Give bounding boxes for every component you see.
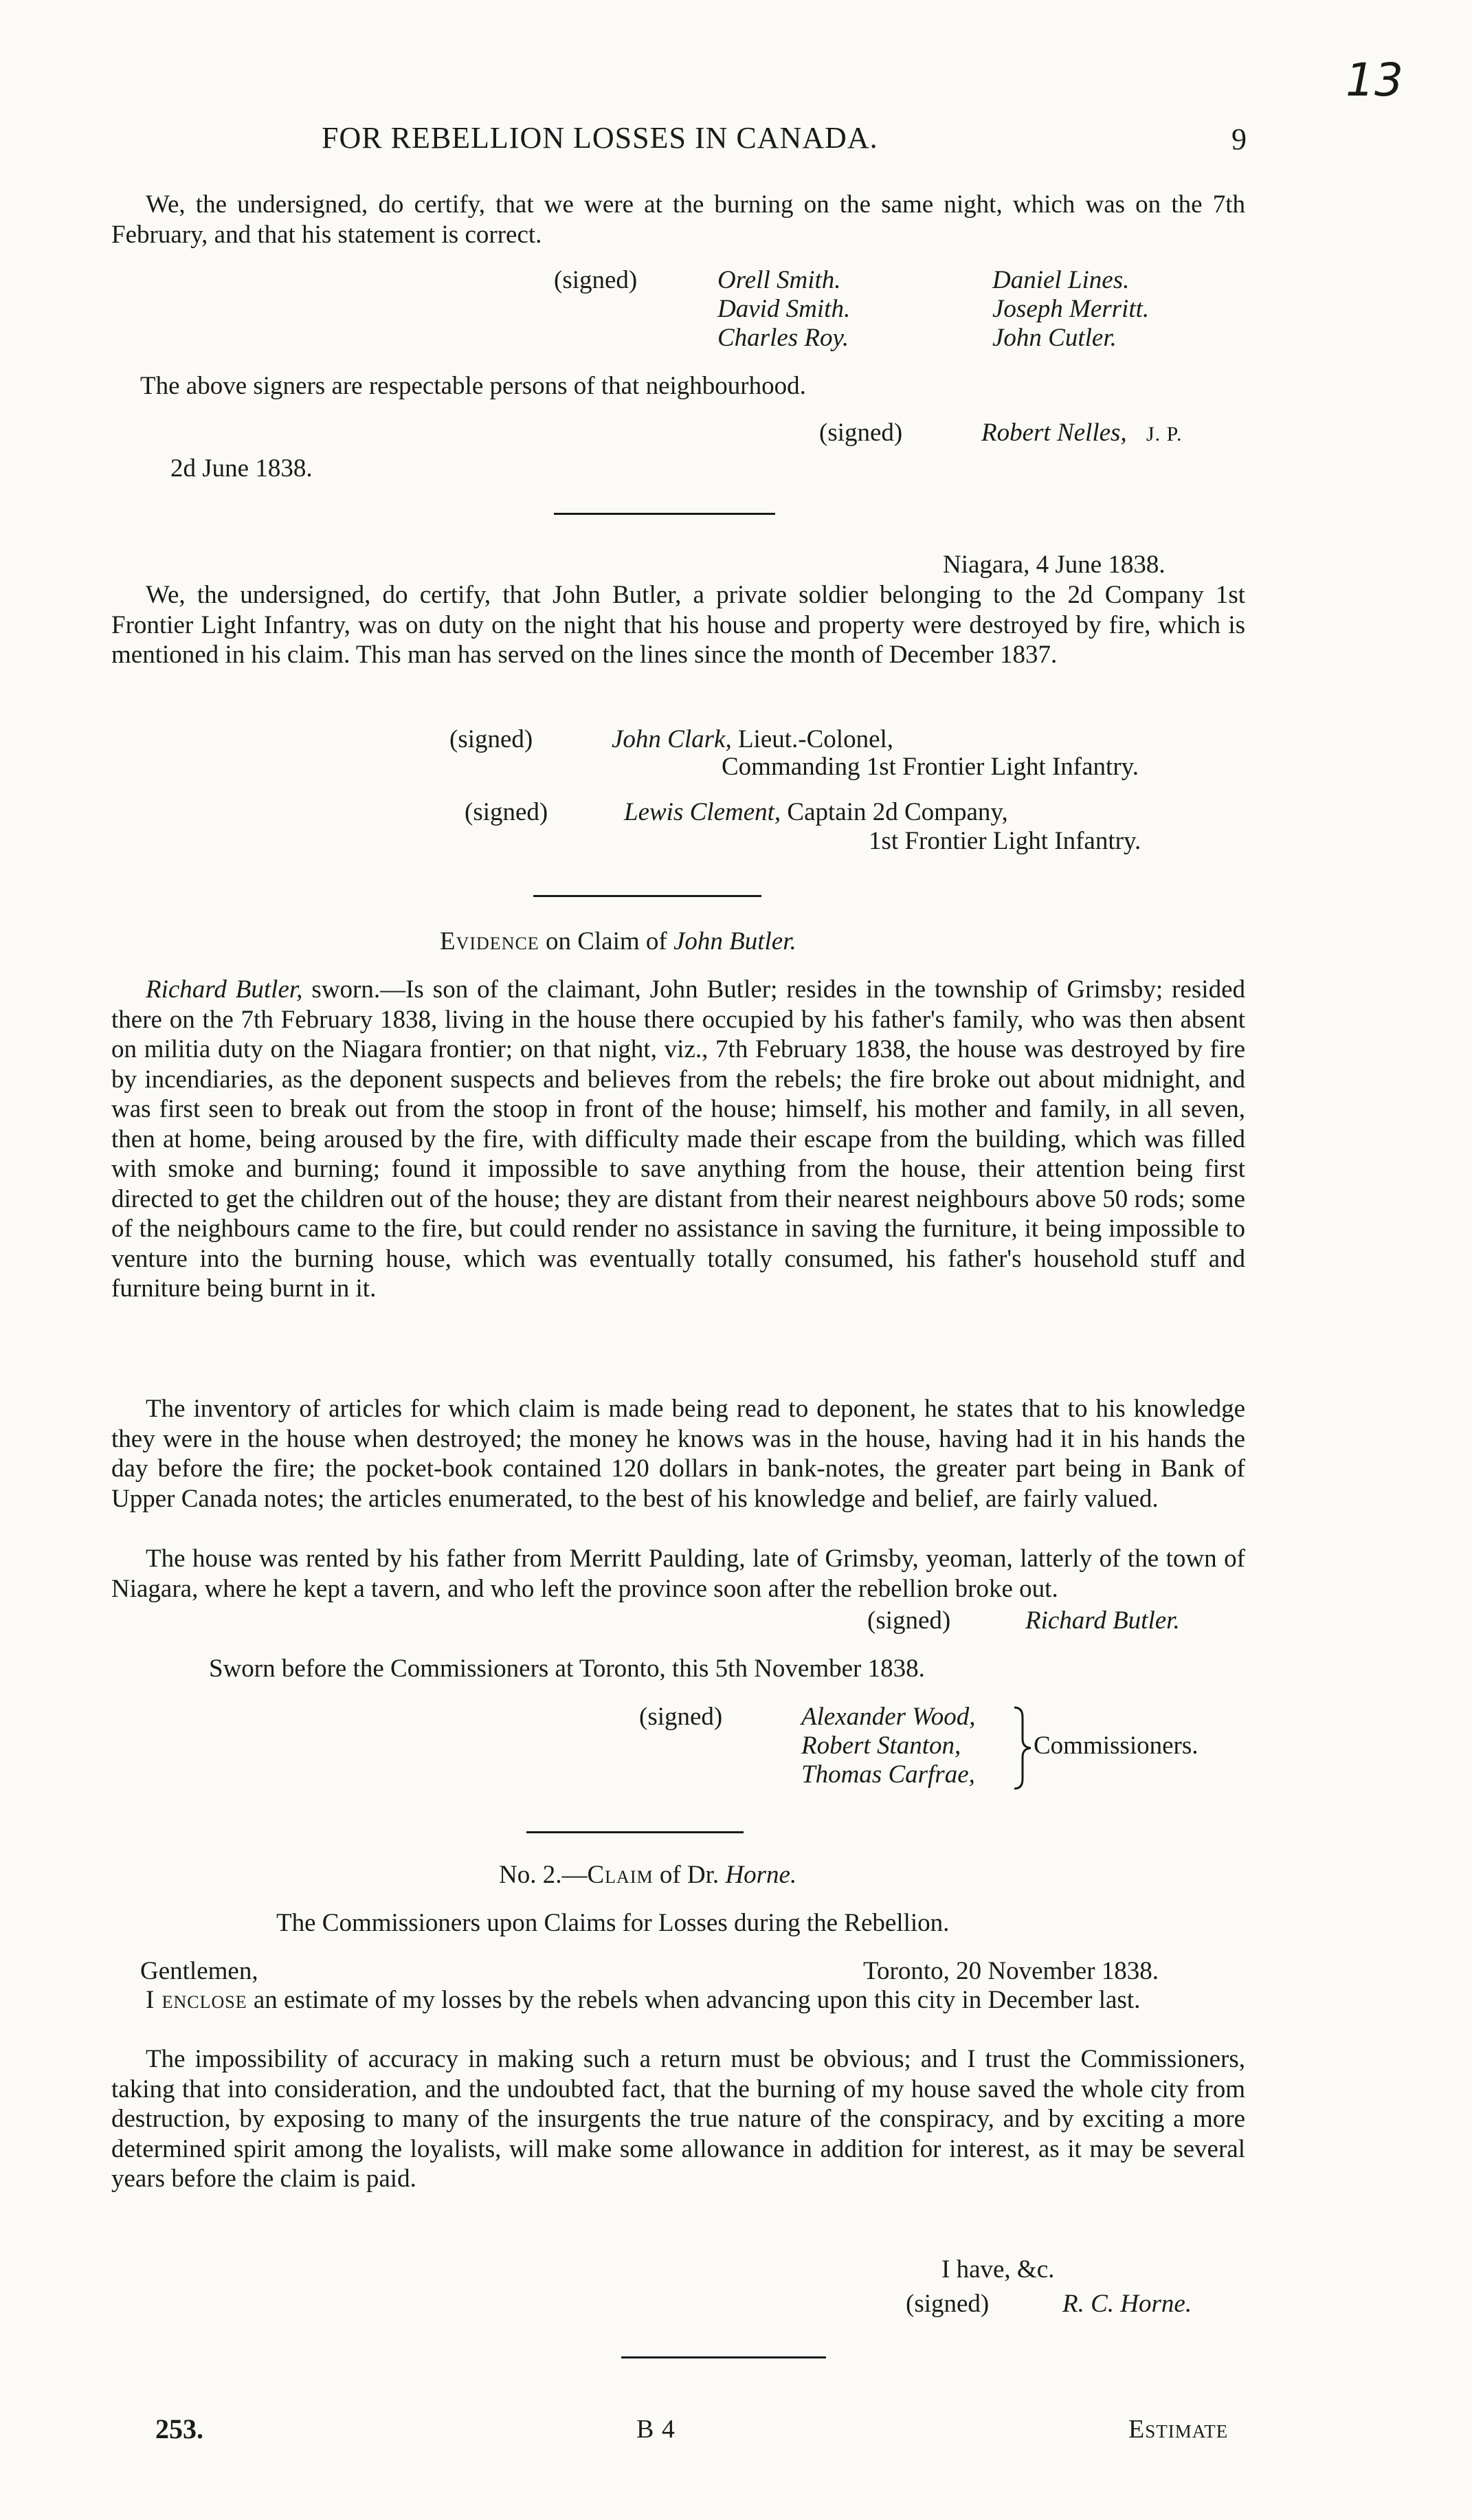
signatory: [612, 725, 893, 755]
letter-paragraph: I enclose an estimate of my losses by the rebels when advancing upon this city in December last.: [146, 1986, 1141, 2014]
signatory: [624, 797, 1008, 828]
certificate-date: 2d June 1838.: [170, 454, 313, 483]
signatory-name: John Clark,: [612, 725, 732, 753]
signatory-rank: Captain 2d Company,: [787, 798, 1008, 826]
commissioner-name: Robert Stanton,: [801, 1732, 961, 1760]
sworn-statement: Sworn before the Commissioners at Toronto, this 5th November 1838.: [209, 1655, 925, 1683]
section-divider: [621, 2356, 826, 2358]
signed-label: (signed): [465, 798, 548, 826]
signatory-unit: 1st Frontier Light Infantry.: [869, 827, 1141, 855]
claim-name: Horne.: [725, 1861, 797, 1889]
letter-opening: I enclose: [146, 1986, 247, 2014]
evidence-paragraph: The inventory of articles for which claim is made being read to deponent, he states that to his knowledge they were in the house when destroyed; the money he knows was in the house, having had it in his hands the day before the fire; the pocket-book contained 120 dollars in bank-notes, the greater part being in Bank of Upper Canada notes; the articles enumerated, to the best of his knowledge and belief, are fairly valued.: [111, 1395, 1245, 1513]
signer-name: Joseph Merritt.: [992, 295, 1150, 323]
evidence-heading-name: John Butler.: [673, 927, 796, 955]
signer-name: Daniel Lines.: [992, 266, 1130, 294]
signatory-name: Lewis Clement,: [624, 798, 781, 826]
section-divider: [554, 513, 775, 515]
signer-name: Orell Smith.: [717, 266, 841, 294]
folio-number: 13: [1346, 54, 1403, 107]
respectable-statement: The above signers are respectable persons of that neighbourhood.: [140, 372, 806, 400]
signed-label: (signed): [554, 266, 638, 294]
claim-label: Claim: [587, 1861, 654, 1889]
signed-label: (signed): [819, 419, 903, 447]
jp-title: J. P.: [1146, 423, 1183, 445]
footer-signature-mark: B 4: [636, 2415, 676, 2444]
commissioner-name: Alexander Wood,: [801, 1703, 976, 1731]
letter-place-date: Toronto, 20 November 1838.: [863, 1957, 1159, 1985]
evidence-heading: [440, 927, 796, 957]
evidence-heading-mid: on Claim of: [545, 927, 667, 955]
commissioners-brace: [1013, 1706, 1034, 1790]
signer-name: David Smith.: [717, 295, 851, 323]
signatory-rank: Lieut.-Colonel,: [737, 725, 894, 753]
signed-label: (signed): [449, 725, 533, 753]
place-date: Niagara, 4 June 1838.: [943, 551, 1166, 579]
letter-closing: I have, &c.: [941, 2255, 1055, 2284]
evidence-paragraph: The house was rented by his father from Merritt Paulding, late of Grimsby, yeoman, latterly of the town of Niagara, where he kept a tavern, and who left the province soon after the rebellion broke out.: [111, 1545, 1245, 1603]
running-head-page-number: 9: [1231, 122, 1247, 156]
claim-number: No. 2.—: [499, 1861, 588, 1889]
evidence-paragraph: Richard Butler, sworn.—Is son of the claimant, John Butler; resides in the township of Grimsby; resided there on the 7th February 1838, living in the house there occupied by his father's family, who was then absent on militia duty on the Niagara frontier; on that night, viz., 7th February 1838, the house was destroyed by fire by incendiaries, as the deponent suspects and believes from the rebels; the fire broke out about midnight, and was first seen to break out from the stoop in front of the house; himself, his mother and family, in all seven, then at home, being aroused by the fire, with difficulty made their escape from the building, which was filled with smoke and burning; found it impossible to save anything from the house, their attention being first directed to get the children out of the house; they are distant from their nearest neighbours above 50 rods; some of the neighbours came to the fire, but could render no assistance in saving the furniture, it being impossible to venture into the burning house, which was eventually totally consumed, his father's household stuff and furniture being burnt in it.: [111, 975, 1246, 1303]
footer-catchword: Estimate: [1128, 2415, 1229, 2444]
signed-label: (signed): [906, 2290, 990, 2318]
deponent-signature: Richard Butler.: [1025, 1606, 1180, 1635]
commissioner-name: Thomas Carfrae,: [801, 1760, 975, 1789]
evidence-heading-label: Evidence: [440, 927, 539, 955]
letter-signature: R. C. Horne.: [1062, 2290, 1192, 2318]
certificate-text: We, the undersigned, do certify, that we were at the burning on the same night, which was on the 7th February, and that his statement is correct.: [111, 190, 1245, 249]
letter-salutation: Gentlemen,: [140, 1957, 258, 1985]
signatory-command: Commanding 1st Frontier Light Infantry.: [722, 753, 1139, 781]
claim-heading: [499, 1860, 796, 1890]
commissioners-label: Commissioners.: [1034, 1732, 1198, 1760]
certificate-text: We, the undersigned, do certify, that John Butler, a private soldier belonging to the 2d Company 1st Frontier Light Infantry, was on duty on the night that his house and property were destroyed by fire, which is mentioned in his claim. This man has served on the lines since the month of December 1837.: [111, 581, 1245, 669]
claim-of: of Dr.: [659, 1861, 720, 1889]
running-head-title: FOR REBELLION LOSSES IN CANADA.: [322, 121, 878, 155]
letter-paragraph: The impossibility of accuracy in making such a return must be obvious; and I trust the Commissioners, taking that into consideration, and the undoubted fact, that the burning of my house saved the whole city from destruction, by exposing to many of the insurgents the true nature of the conspiracy, and by exciting a more determined spirit among the loyalists, will make some allowance in addition for interest, as it may be several years before the claim is paid.: [111, 2045, 1245, 2193]
section-divider: [533, 895, 761, 897]
signed-label: (signed): [867, 1606, 951, 1635]
deponent-name: Richard Butler,: [146, 975, 303, 1004]
section-divider: [526, 1831, 744, 1833]
footer-sheet-number: 253.: [155, 2413, 203, 2444]
signer-name: John Cutler.: [992, 324, 1117, 352]
letter-address: The Commissioners upon Claims for Losses during the Rebellion.: [276, 1909, 950, 1937]
jp-name: Robert Nelles,: [981, 419, 1127, 447]
signer-name: Charles Roy.: [717, 324, 849, 352]
signed-label: (signed): [639, 1703, 723, 1731]
